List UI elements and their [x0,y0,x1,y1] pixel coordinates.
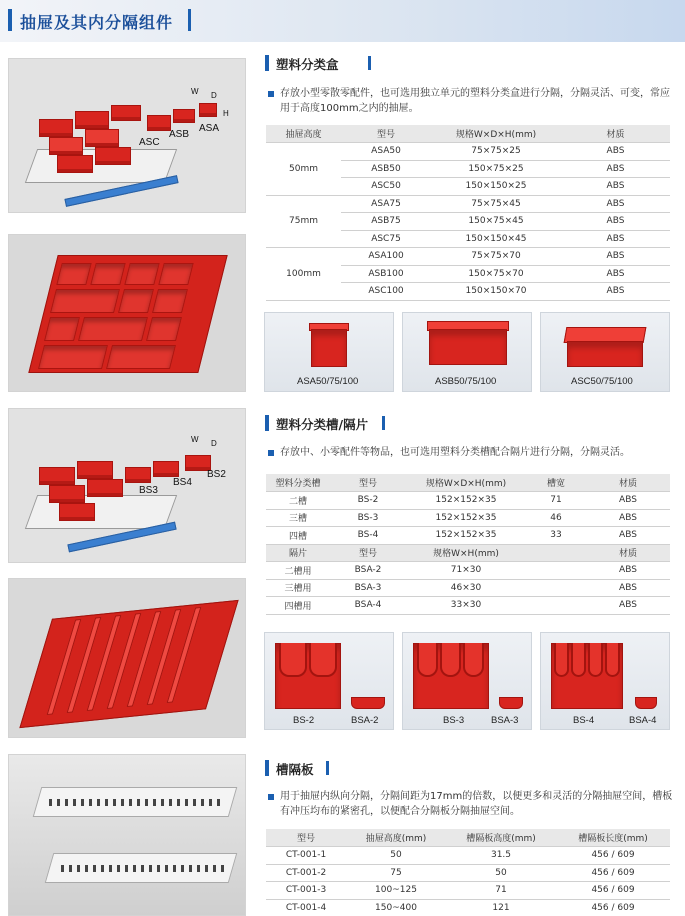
panel-slot [181,865,184,872]
panel-slot [157,865,160,872]
product-card-asa [264,312,394,392]
model-cell: CT-001-4 [266,899,346,916]
col-header: 材质 [561,125,670,143]
panel-slot [113,799,116,806]
tray-divider [279,643,307,677]
model-cell: BSA-2 [330,562,406,580]
label-h: H [223,109,229,118]
header-accent-bar-right [188,9,191,31]
col-header: 规格W×D×H(mm) [431,125,561,143]
panel-height-cell: 121 [446,899,556,916]
slot-tray [87,479,123,497]
drawer-height-cell: 50 [346,847,446,865]
model-cell: ASB100 [341,265,431,283]
spec-cell: 150×75×25 [431,160,561,178]
section2-description: 存放中、小零配件等物品，也可选用塑料分类槽配合隔片进行分隔，分隔灵活。 [280,447,630,458]
model-cell: CT-001-1 [266,847,346,865]
asb-box [429,329,507,365]
grid-cell [90,263,125,285]
panel-slot [97,799,100,806]
caption-asc: ASC50/75/100 [571,376,633,387]
spec-cell: 150×150×45 [431,230,561,248]
panel-slot [85,865,88,872]
panel-slot [105,799,108,806]
spec-cell: 75×75×25 [431,143,561,161]
label-bs4: BS4 [173,477,192,488]
page-header [0,0,685,42]
panel-slot [69,865,72,872]
product-card-bs4 [540,632,670,730]
bsa4-separator [635,697,657,709]
panel-slot [49,799,52,806]
empty-cell [526,579,586,597]
tray-divider [309,643,337,677]
col-header: 抽屉高度(mm) [346,829,446,847]
section2-bullet [268,450,274,456]
caption-asa: ASA50/75/100 [297,376,359,387]
caption-bs4: BS-4 [573,715,595,726]
label-bs2: BS2 [207,469,226,480]
sort-box [39,119,73,137]
label-asb: ASB [169,129,190,140]
spec-cell: 150×75×45 [431,213,561,231]
grid-cell [44,317,80,341]
spec-cell: 150×150×25 [431,178,561,196]
spec-cell: 75×75×45 [431,195,561,213]
material-cell: ABS [586,509,670,527]
section1-accent-right [368,56,371,70]
drawer-height-cell: 75mm [266,195,341,248]
grid-cell [118,289,154,313]
spec-cell: 75×75×70 [431,248,561,266]
spec-cell: 150×150×70 [431,283,561,301]
subheader-cell: 材质 [586,544,670,562]
grid-cell [78,317,148,341]
col-header: 槽宽 [526,474,586,492]
section1-table [266,125,670,301]
col-header: 槽隔板长度(mm) [556,829,670,847]
sort-box [75,111,109,129]
panel-slot [61,865,64,872]
section3-accent [265,760,269,776]
product-card-bs3 [402,632,532,730]
header-accent-bar [8,9,12,31]
panel-slot [89,799,92,806]
panel-slot [149,865,152,872]
section3-accent-right [326,761,329,775]
label-d: D [211,91,217,100]
material-cell: ABS [561,248,670,266]
panel-slot [217,799,220,806]
panel-slot [101,865,104,872]
panel-slot [173,865,176,872]
slot-panel [33,787,238,817]
width-cell: 46 [526,509,586,527]
panel-slot [137,799,140,806]
model-cell: BS-4 [330,527,406,545]
grid-cell [106,345,176,369]
caption-asb: ASB50/75/100 [435,376,497,387]
panel-slot [189,865,192,872]
grid-cell [124,263,159,285]
panel-slot [125,865,128,872]
model-cell: ASA100 [341,248,431,266]
empty-cell [526,562,586,580]
subheader-cell: 型号 [330,544,406,562]
name-cell: 三槽 [266,509,330,527]
spec-cell: 71×30 [406,562,526,580]
panel-slot [145,799,148,806]
grid-cell [152,289,188,313]
drawer-height-cell: 100mm [266,248,341,301]
subheader-cell [526,544,586,562]
slot-tray-bs3 [125,467,151,483]
photo-drawer-boxes [8,58,246,213]
spec-cell: 152×152×35 [406,509,526,527]
panel-slot [141,865,144,872]
model-cell: BS-3 [330,509,406,527]
panel-slot [153,799,156,806]
panel-slot [161,799,164,806]
photo-drawer-slots [8,408,246,563]
section1-description: 存放小型零散零配件，也可选用独立单元的塑料分类盒进行分隔，分隔灵活、可变，常应用于高度100mm之内的抽屉。 [280,88,670,114]
sort-box [57,155,93,173]
slot-tray [77,461,113,479]
material-cell: ABS [586,597,670,615]
panel-height-cell: 31.5 [446,847,556,865]
section3-title: 槽隔板 [276,762,314,777]
label-bs3: BS3 [139,485,158,496]
model-cell: ASB75 [341,213,431,231]
grid-cell [146,317,182,341]
panel-slot [117,865,120,872]
section2-table [266,474,670,615]
product-card-bs2 [264,632,394,730]
panel-slot [57,799,60,806]
label-asa: ASA [199,123,220,134]
model-cell: BS-2 [330,492,406,510]
caption-bs2: BS-2 [293,715,315,726]
col-header: 塑料分类槽 [266,474,330,492]
tray-divider [554,643,569,677]
model-cell: ASA75 [341,195,431,213]
panel-slot [77,865,80,872]
section1-accent [265,55,269,71]
model-cell: CT-001-2 [266,864,346,882]
product-card-asb [402,312,532,392]
panel-height-cell: 50 [446,864,556,882]
label-w: W [191,435,199,444]
panel-slot [221,865,224,872]
drawer-height-cell: 100~125 [346,882,446,900]
panel-slot [133,865,136,872]
tray-divider [571,643,586,677]
panel-slot [185,799,188,806]
panel-slot [129,799,132,806]
name-cell: 四槽 [266,527,330,545]
drawer-body [25,495,177,529]
panel-slot [121,799,124,806]
material-cell: ABS [561,143,670,161]
subheader-cell: 规格W×H(mm) [406,544,526,562]
slot-tray [39,467,75,485]
material-cell: ABS [586,562,670,580]
grid-cell [158,263,193,285]
model-cell: ASC50 [341,178,431,196]
tray-divider [417,643,438,677]
spec-cell: 46×30 [406,579,526,597]
name-cell: 三槽用 [266,579,330,597]
section3-table [266,829,670,916]
panel-length-cell: 456 / 609 [556,864,670,882]
panel-slot [81,799,84,806]
caption-bsa2: BSA-2 [351,715,379,726]
section2-accent [265,415,269,431]
material-cell: ABS [586,579,670,597]
width-cell: 33 [526,527,586,545]
panel-height-cell: 71 [446,882,556,900]
sort-box [85,129,119,147]
section3-description: 用于抽屉内纵向分隔，分隔间距为17mm的倍数，以便更多和灵活的分隔抽屉空间，槽板有冲压均布的紧密孔，以便配合分隔板分隔抽屉空间。 [280,791,673,817]
tray-divider [463,643,484,677]
slot-tray [59,503,95,521]
material-cell: ABS [561,195,670,213]
drawer-height-cell: 75 [346,864,446,882]
material-cell: ABS [561,265,670,283]
model-cell: ASB50 [341,160,431,178]
photo-box-grid [8,234,246,392]
caption-bsa4: BSA-4 [629,715,657,726]
panel-slot [165,865,168,872]
panel-slot [213,865,216,872]
section2-title: 塑料分类槽/隔片 [276,417,369,432]
col-header: 槽隔板高度(mm) [446,829,556,847]
col-header: 抽屉高度 [266,125,341,143]
grid-cell [56,263,91,285]
grid-cell [50,289,120,313]
panel-slot [177,799,180,806]
sort-box-asb [173,109,195,123]
spec-cell: 33×30 [406,597,526,615]
material-cell: ABS [561,213,670,231]
section2-accent-right [382,416,385,430]
caption-bs3: BS-3 [443,715,465,726]
label-d: D [211,439,217,448]
name-cell: 二槽用 [266,562,330,580]
material-cell: ABS [561,160,670,178]
sort-box-asa [199,103,217,117]
slot-tray [49,485,85,503]
drawer-height-cell: 50mm [266,143,341,196]
product-card-asc [540,312,670,392]
section3-bullet [268,794,274,800]
sort-box [49,137,83,155]
width-cell: 71 [526,492,586,510]
material-cell: ABS [561,283,670,301]
model-cell: ASC75 [341,230,431,248]
col-header: 型号 [341,125,431,143]
model-cell: ASC100 [341,283,431,301]
material-cell: ABS [586,527,670,545]
panel-slot [201,799,204,806]
material-cell: ABS [561,230,670,248]
name-cell: 二槽 [266,492,330,510]
empty-cell [526,597,586,615]
tray-divider [605,643,620,677]
material-cell: ABS [561,178,670,196]
caption-bsa3: BSA-3 [491,715,519,726]
model-cell: ASA50 [341,143,431,161]
panel-slot [109,865,112,872]
col-header: 型号 [266,829,346,847]
slot-tray-bs4 [153,461,179,477]
panel-slot [73,799,76,806]
sort-box [95,147,131,165]
asa-box [311,329,347,367]
panel-slot [65,799,68,806]
bsa3-separator [499,697,523,709]
subheader-cell: 隔片 [266,544,330,562]
photo-ribbed-tray [8,578,246,738]
photo-slot-panels [8,754,246,916]
panel-length-cell: 456 / 609 [556,899,670,916]
col-header: 材质 [586,474,670,492]
name-cell: 四槽用 [266,597,330,615]
asc-box [567,341,643,367]
section1-title: 塑料分类盒 [276,57,339,72]
panel-slot [197,865,200,872]
tray-divider [588,643,603,677]
label-w: W [191,87,199,96]
col-header: 规格W×D×H(mm) [406,474,526,492]
material-cell: ABS [586,492,670,510]
label-asc: ASC [139,137,160,148]
panel-slot [209,799,212,806]
sort-box-asc [147,115,171,131]
model-cell: BSA-4 [330,597,406,615]
panel-length-cell: 456 / 609 [556,847,670,865]
drawer-height-cell: 150~400 [346,899,446,916]
model-cell: CT-001-3 [266,882,346,900]
spec-cell: 150×75×70 [431,265,561,283]
spec-cell: 152×152×35 [406,492,526,510]
panel-slot [93,865,96,872]
page-title: 抽屉及其内分隔组件 [20,13,174,32]
panel-slot [169,799,172,806]
panel-slot [205,865,208,872]
section1-bullet [268,91,274,97]
col-header: 型号 [330,474,406,492]
panel-length-cell: 456 / 609 [556,882,670,900]
bsa2-separator [351,697,385,709]
model-cell: BSA-3 [330,579,406,597]
spec-cell: 152×152×35 [406,527,526,545]
sort-box [111,105,141,121]
tray-divider [440,643,461,677]
panel-slot [193,799,196,806]
grid-cell [38,345,108,369]
